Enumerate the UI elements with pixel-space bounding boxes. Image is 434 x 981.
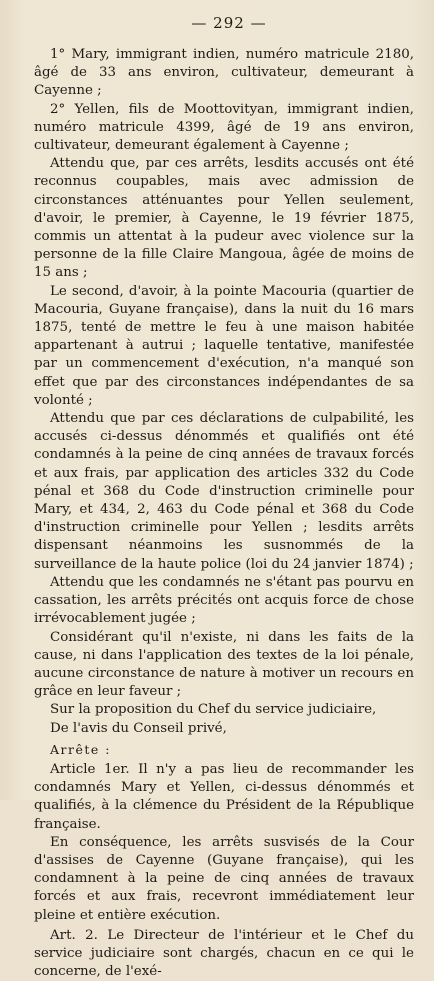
page-number: — 292 — <box>191 14 267 32</box>
paragraph-attendu-arrets: Attendu que, par ces arrêts, lesdits accusés ont été reconnus coupables, mais avec admission de circonstances atténuantes pour Yellen seulement, d'avoir, le premier, à Cayenne, le 19 février 1875, commis un attentat à la pudeur avec violence sur la personne de la fille Claire Mangoua, âgée de moins de 15 ans ; <box>34 156 414 281</box>
paragraph-considerant: Considérant qu'il n'existe, ni dans les faits de la cause, ni dans l'application des textes de la loi pénale, aucune circonstance de nature à motiver un recours en grâce en leur faveur ; <box>34 629 414 700</box>
paragraph-attendu-declarations: Attendu que par ces déclarations de culpabilité, les accusés ci-dessus dénommés et qualifiés ont été condamnés à la peine de cinq années de travaux forcés et aux frais, par application des articles 332 du Code pénal et 368 du Code d'instruction criminelle pour Mary, et 434, 2, 463 du Code pénal et 368 du Code d'instruction criminelle pour Yellen ; lesdits arrêts dispensant néanmoins les susnommés de la surveillance de la haute police (loi du 24 janvier 1874) ; <box>34 411 414 572</box>
paragraph-en-consequence: En conséquence, les arrêts susvisés de la Cour d'assises de Cayenne (Guyane française), qui les condamnent à la peine de cinq années de travaux forcés et aux frais, recevront immédiatement leur pleine et entière exécution. <box>34 834 414 923</box>
paragraph-le-second: Le second, d'avoir, à la pointe Macouria (quartier de Macouria, Guyane française), dans la nuit du 16 mars 1875, tenté de mettre le feu à une maison habitée appartenant à autrui ; laquelle tentative, manifestée par un commencement d'exécution, n'a manqué son effet que par des circonstances indépendantes de sa volonté ; <box>34 283 414 408</box>
body-text <box>34 46 414 981</box>
article-1: Article 1er. Il n'y a pas lieu de recommander les condamnés Mary et Yellen, ci-dessus dénommés et qualifiés, à la clémence du Président de la République française. <box>34 761 414 832</box>
article-2: Art. 2. Le Directeur de l'intérieur et le Chef du service judiciaire sont chargés, chacun en ce qui le concerne, de l'exé- <box>34 927 414 980</box>
paragraph-proposition: Sur la proposition du Chef du service judiciaire, <box>50 702 377 718</box>
paragraph-attendu-cassation: Attendu que les condamnés ne s'étant pas pourvu en cassation, les arrêts précités ont acquis force de chose irrévocablement jugée ; <box>34 574 414 627</box>
paragraph-mary: 1° Mary, immigrant indien, numéro matricule 2180, âgé de 33 ans environ, cultivateur, demeurant à Cayenne ; <box>34 47 414 99</box>
paragraph-avis-conseil: De l'avis du Conseil privé, <box>50 720 227 736</box>
section-heading-arrete: Arrête : <box>50 741 111 757</box>
paragraph-yellen: 2° Yellen, fils de Moottovityan, immigrant indien, numéro matricule 4399, âgé de 19 ans environ, cultivateur, demeurant également à Cayenne ; <box>34 101 414 154</box>
